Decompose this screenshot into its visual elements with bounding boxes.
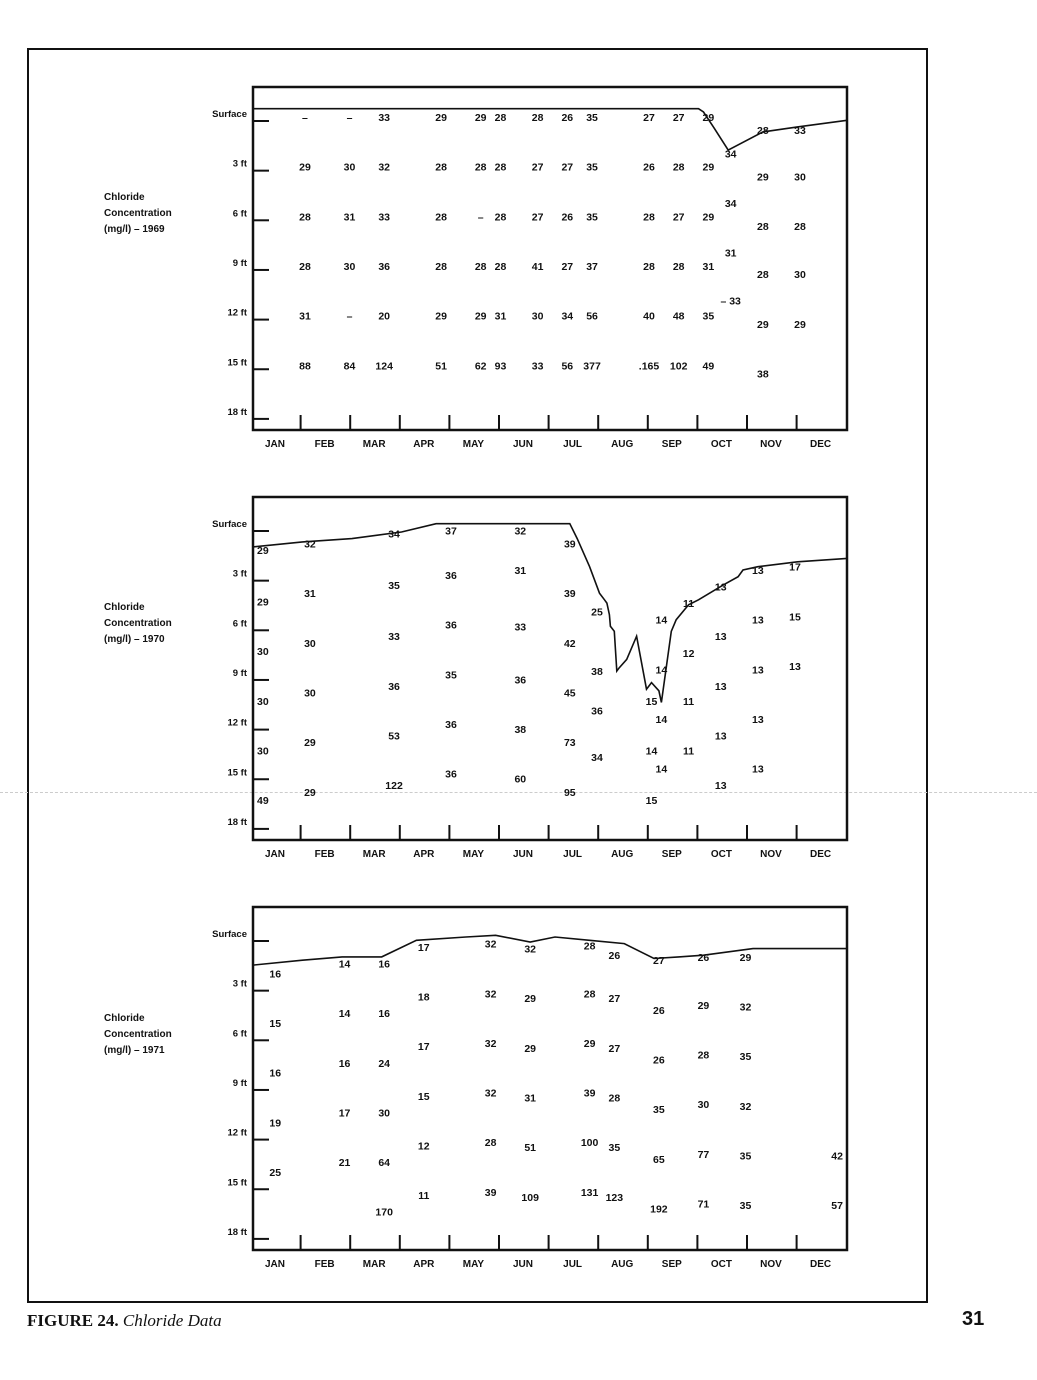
month-label: JAN [264, 849, 286, 860]
data-value: 28 [484, 1137, 497, 1150]
depth-label: 12 ft [227, 1127, 247, 1139]
data-value: 30 [304, 637, 316, 650]
data-value: 32 [484, 988, 497, 1001]
data-value: 30 [343, 161, 356, 174]
data-value: 17 [417, 941, 430, 954]
data-value: 14 [655, 664, 668, 677]
data-value: – [477, 211, 484, 224]
data-value: 39 [484, 1186, 497, 1199]
data-value: 13 [714, 730, 727, 743]
data-value: 34 [388, 528, 400, 541]
data-value: 71 [697, 1198, 710, 1211]
data-value: 14 [338, 1008, 351, 1021]
data-value: 28 [757, 269, 769, 282]
month-label: MAY [462, 849, 485, 860]
data-value: 28 [474, 161, 487, 174]
data-value: 31 [299, 310, 311, 323]
month-label: OCT [710, 1259, 732, 1270]
data-value: 37 [586, 260, 598, 273]
data-value: 100 [580, 1137, 599, 1150]
data-value: 28 [757, 125, 769, 138]
title-line: (mg/l) – 1970 [104, 634, 165, 645]
data-value: 35 [653, 1104, 665, 1117]
data-value: 26 [608, 950, 621, 963]
data-value: 27 [672, 211, 685, 224]
month-label: JUL [563, 1259, 583, 1270]
data-value: 28 [583, 940, 596, 953]
month-label: MAR [362, 439, 386, 450]
data-value: 27 [653, 955, 665, 968]
data-value: 28 [643, 211, 655, 224]
data-value: 15 [417, 1090, 430, 1103]
data-value: 15 [645, 695, 658, 708]
month-label: MAR [362, 849, 386, 860]
data-value: 24 [378, 1057, 391, 1070]
data-value: 30 [697, 1099, 710, 1112]
data-value: 19 [269, 1117, 282, 1130]
month-label: JUL [563, 439, 583, 450]
data-value: 32 [484, 1087, 497, 1100]
data-value: 31 [524, 1092, 537, 1105]
data-value: 28 [494, 211, 507, 224]
month-label: FEB [314, 849, 335, 860]
month-label: JAN [264, 439, 286, 450]
data-value: 35 [739, 1200, 752, 1213]
depth-label: 12 ft [227, 717, 247, 729]
data-value: 29 [474, 310, 487, 323]
data-value: 36 [445, 718, 457, 731]
data-value: 11 [418, 1190, 430, 1203]
data-value: 28 [435, 161, 447, 174]
data-value: 36 [388, 680, 400, 693]
month-label: JUN [512, 849, 534, 860]
data-value: 14 [645, 745, 658, 758]
data-value: 33 [388, 631, 400, 644]
depth-label: 9 ft [232, 1077, 247, 1089]
data-value: 29 [299, 161, 311, 174]
data-value: 28 [583, 988, 596, 1001]
depth-label: 15 ft [227, 357, 247, 369]
data-value: 20 [378, 310, 391, 323]
data-value: 32 [514, 525, 527, 538]
data-value: 11 [683, 695, 695, 708]
data-value: 28 [672, 260, 685, 273]
month-label: OCT [710, 439, 732, 450]
data-value: 36 [445, 619, 457, 632]
depth-label: 15 ft [227, 1177, 247, 1189]
depth-label: 6 ft [232, 208, 247, 220]
month-label: AUG [611, 439, 634, 450]
data-value: 34 [724, 198, 737, 211]
depth-label: Surface [212, 929, 247, 940]
data-value: 30 [531, 310, 544, 323]
depth-label: 15 ft [227, 767, 247, 779]
month-label: MAY [462, 439, 485, 450]
depth-label: 3 ft [232, 568, 247, 580]
figure-title: Chloride Data [122, 1311, 222, 1330]
data-value: 28 [474, 260, 487, 273]
data-value: 29 [257, 545, 269, 558]
data-value: 15 [789, 611, 801, 624]
data-value: 28 [299, 211, 311, 224]
month-label: JAN [264, 1259, 286, 1270]
data-value: 30 [794, 171, 806, 184]
data-value: 31 [724, 247, 737, 260]
data-value: 38 [514, 723, 527, 736]
data-value: 28 [757, 221, 769, 234]
figure-caption [27, 1311, 222, 1331]
month-label: JUN [512, 1259, 534, 1270]
data-value: 28 [608, 1092, 621, 1105]
data-value: 16 [378, 1008, 391, 1021]
data-value: 42 [831, 1150, 843, 1163]
data-value: 16 [269, 968, 282, 981]
data-value: 33 [531, 360, 544, 373]
depth-label: 18 ft [227, 1226, 247, 1238]
data-value: 29 [739, 951, 752, 964]
data-value: 32 [524, 943, 537, 956]
month-label: SEP [661, 1259, 682, 1270]
month-label: DEC [810, 1259, 832, 1270]
data-value: 56 [561, 360, 574, 373]
data-value: 13 [752, 664, 764, 677]
data-value: 39 [563, 538, 576, 551]
data-value: 35 [388, 579, 400, 592]
data-value: 29 [702, 211, 715, 224]
data-value: 41 [531, 260, 544, 273]
month-label: SEP [661, 439, 682, 450]
data-value: 109 [521, 1191, 539, 1204]
data-value: 35 [739, 1150, 752, 1163]
data-value: 35 [739, 1051, 752, 1064]
depth-label: 6 ft [232, 618, 247, 630]
data-value: 33 [794, 125, 806, 138]
data-value: 37 [445, 525, 457, 538]
data-value: 30 [794, 269, 806, 282]
data-value: 57 [831, 1200, 843, 1213]
data-value: 27 [643, 112, 655, 124]
data-value: 48 [672, 310, 685, 323]
title-line: (mg/l) – 1969 [104, 224, 165, 235]
data-value: 32 [378, 161, 391, 174]
data-value: 29 [794, 318, 806, 331]
data-value: 17 [338, 1107, 351, 1120]
data-value: 32 [484, 1037, 497, 1050]
data-value: 377 [583, 360, 601, 373]
data-value: 29 [435, 112, 447, 124]
month-label: NOV [760, 849, 782, 860]
data-value: 39 [583, 1087, 596, 1100]
figure-label: FIGURE 24. [27, 1311, 119, 1330]
data-value: 36 [378, 260, 391, 273]
data-value: 35 [445, 669, 457, 682]
data-value: 15 [645, 795, 658, 808]
data-value: 26 [561, 211, 574, 224]
title-line: (mg/l) – 1971 [104, 1045, 165, 1056]
month-label: JUL [563, 849, 583, 860]
month-label: FEB [314, 1259, 335, 1270]
month-label: APR [413, 849, 435, 860]
data-value: – [346, 310, 353, 323]
data-value: 26 [653, 1004, 665, 1017]
data-value: 192 [650, 1203, 668, 1216]
data-value: 13 [714, 581, 727, 594]
data-value: 40 [643, 310, 655, 323]
depth-label: 18 ft [227, 816, 247, 828]
data-value: 30 [343, 260, 356, 273]
data-value: 26 [697, 951, 710, 964]
data-value: 13 [752, 713, 764, 726]
data-value: 13 [714, 680, 727, 693]
month-label: JUN [512, 439, 534, 450]
data-value: 27 [561, 260, 574, 273]
data-value: 122 [385, 780, 403, 793]
depth-label: 3 ft [232, 158, 247, 170]
data-value: 88 [299, 360, 311, 373]
data-value: 53 [388, 730, 400, 743]
data-value: 32 [304, 538, 316, 551]
data-value: 32 [739, 1100, 752, 1113]
title-line: Concentration [104, 1029, 172, 1040]
data-value: 34 [724, 148, 737, 161]
data-value: 95 [563, 786, 576, 799]
data-value: 14 [655, 614, 668, 627]
data-value: 170 [375, 1206, 393, 1219]
data-value: – [346, 112, 353, 124]
data-value: 32 [484, 938, 497, 951]
title-line: Concentration [104, 208, 172, 219]
data-value: 31 [702, 260, 715, 273]
data-value: 35 [586, 161, 598, 174]
month-label: AUG [611, 1259, 634, 1270]
data-value: 124 [375, 360, 393, 373]
data-value: 65 [653, 1153, 665, 1166]
data-value: 29 [524, 993, 537, 1006]
data-value: 36 [514, 674, 527, 687]
data-value: 27 [672, 112, 685, 124]
data-value: 27 [531, 161, 544, 174]
data-value: 14 [655, 763, 668, 776]
data-value: 13 [752, 763, 764, 776]
chart-1971 [0, 895, 1037, 1295]
depth-label: Surface [212, 109, 247, 120]
chart-1970 [0, 485, 1037, 885]
data-value: – [302, 112, 308, 124]
title-line: Concentration [104, 618, 172, 629]
data-value: 33 [514, 621, 527, 634]
title-line: Chloride [104, 192, 145, 203]
data-value: 30 [257, 695, 269, 708]
data-value: 28 [794, 221, 806, 234]
data-value: 42 [563, 637, 576, 650]
title-line: Chloride [104, 602, 145, 613]
data-value: 12 [417, 1140, 430, 1153]
data-value: 27 [608, 1042, 621, 1055]
depth-label: 12 ft [227, 307, 247, 319]
data-value: 28 [494, 260, 507, 273]
data-value: 33 [378, 211, 391, 224]
data-value: 29 [304, 786, 316, 799]
data-value: 84 [343, 360, 356, 373]
data-value: 35 [586, 112, 598, 124]
data-value: 35 [702, 310, 715, 323]
data-value: 36 [445, 768, 457, 781]
month-label: FEB [314, 439, 335, 450]
month-label: MAR [362, 1259, 386, 1270]
month-label: MAY [462, 1259, 485, 1270]
data-value: 26 [561, 112, 574, 124]
data-value: 38 [591, 665, 603, 678]
data-value: 29 [435, 310, 447, 323]
month-label: NOV [760, 439, 782, 450]
data-value: 27 [531, 211, 544, 224]
data-value: 93 [494, 360, 507, 373]
data-value: 16 [269, 1067, 282, 1080]
data-value: 29 [257, 596, 269, 609]
data-value: 31 [514, 565, 527, 578]
data-value: .165 [638, 360, 660, 373]
data-value: 28 [531, 112, 544, 124]
data-value: 62 [474, 360, 487, 373]
month-label: AUG [611, 849, 634, 860]
depth-label: 3 ft [232, 978, 247, 990]
data-value: 29 [304, 737, 316, 750]
depth-label: 9 ft [232, 257, 247, 269]
data-value: – 33 [720, 295, 741, 308]
data-value: 11 [683, 598, 695, 611]
data-value: 123 [605, 1191, 624, 1204]
data-value: 29 [474, 112, 487, 124]
data-value: 56 [586, 310, 598, 323]
data-value: 64 [378, 1157, 391, 1170]
data-value: 60 [514, 773, 527, 786]
data-value: 29 [524, 1042, 537, 1055]
data-value: 13 [714, 780, 727, 793]
data-value: 27 [608, 993, 621, 1006]
chart-1969 [0, 75, 1037, 475]
data-value: 49 [257, 795, 269, 808]
month-label: SEP [661, 849, 682, 860]
data-value: 28 [697, 1049, 710, 1062]
data-value: 28 [435, 260, 447, 273]
data-value: 18 [417, 991, 430, 1004]
data-value: 34 [561, 310, 574, 323]
data-value: 38 [757, 368, 769, 381]
data-value: 49 [702, 360, 715, 373]
data-value: 51 [435, 360, 447, 373]
data-value: 36 [591, 705, 603, 718]
data-value: 35 [608, 1142, 621, 1155]
data-value: 29 [757, 318, 769, 331]
month-label: DEC [810, 849, 832, 860]
depth-label: Surface [212, 519, 247, 530]
data-value: 35 [586, 211, 598, 224]
data-value: 15 [269, 1018, 282, 1031]
data-value: 21 [338, 1157, 351, 1170]
depth-label: 9 ft [232, 667, 247, 679]
title-line: Chloride [104, 1013, 145, 1024]
month-label: NOV [760, 1259, 782, 1270]
data-value: 29 [702, 112, 715, 124]
data-value: 32 [739, 1001, 752, 1014]
data-value: 28 [672, 161, 685, 174]
data-value: 102 [669, 360, 688, 373]
month-label: DEC [810, 439, 832, 450]
data-value: 13 [789, 661, 801, 674]
data-value: 30 [378, 1107, 391, 1120]
data-value: 73 [563, 737, 576, 750]
data-value: 29 [702, 161, 715, 174]
data-value: 11 [683, 745, 695, 758]
data-value: 14 [655, 713, 668, 726]
data-value: 27 [561, 161, 574, 174]
data-value: 29 [757, 171, 769, 184]
data-value: 25 [591, 606, 603, 619]
page-number: 31 [962, 1308, 985, 1330]
data-value: 28 [643, 260, 655, 273]
data-value: 17 [789, 561, 801, 574]
month-label: APR [413, 1259, 435, 1270]
data-value: 12 [682, 647, 695, 660]
data-value: 28 [299, 260, 311, 273]
data-value: 31 [343, 211, 356, 224]
data-value: 39 [563, 588, 576, 601]
data-value: 14 [338, 958, 351, 971]
data-value: 31 [494, 310, 507, 323]
data-value: 16 [338, 1057, 351, 1070]
data-value: 28 [494, 112, 507, 124]
data-value: 45 [563, 687, 576, 700]
data-value: 16 [378, 958, 391, 971]
data-value: 26 [653, 1054, 665, 1067]
data-value: 28 [494, 161, 507, 174]
data-value: 26 [643, 161, 655, 174]
data-value: 29 [583, 1037, 596, 1050]
month-label: APR [413, 439, 435, 450]
data-value: 36 [445, 569, 457, 582]
data-value: 25 [269, 1167, 282, 1180]
data-value: 131 [580, 1186, 599, 1199]
data-value: 33 [378, 112, 391, 124]
data-value: 13 [752, 614, 764, 627]
depth-label: 18 ft [227, 406, 247, 418]
month-label: OCT [710, 849, 732, 860]
data-value: 28 [435, 211, 447, 224]
data-value: 30 [257, 745, 269, 758]
data-value: 31 [304, 588, 316, 601]
data-value: 34 [591, 752, 603, 765]
data-value: 29 [697, 999, 710, 1012]
data-value: 77 [697, 1148, 710, 1161]
data-value: 30 [257, 646, 269, 659]
data-value: 13 [752, 565, 764, 578]
data-value: 51 [524, 1142, 537, 1155]
data-value: 17 [417, 1041, 430, 1054]
data-value: 30 [304, 687, 316, 700]
data-value: 13 [714, 631, 727, 644]
depth-label: 6 ft [232, 1028, 247, 1040]
